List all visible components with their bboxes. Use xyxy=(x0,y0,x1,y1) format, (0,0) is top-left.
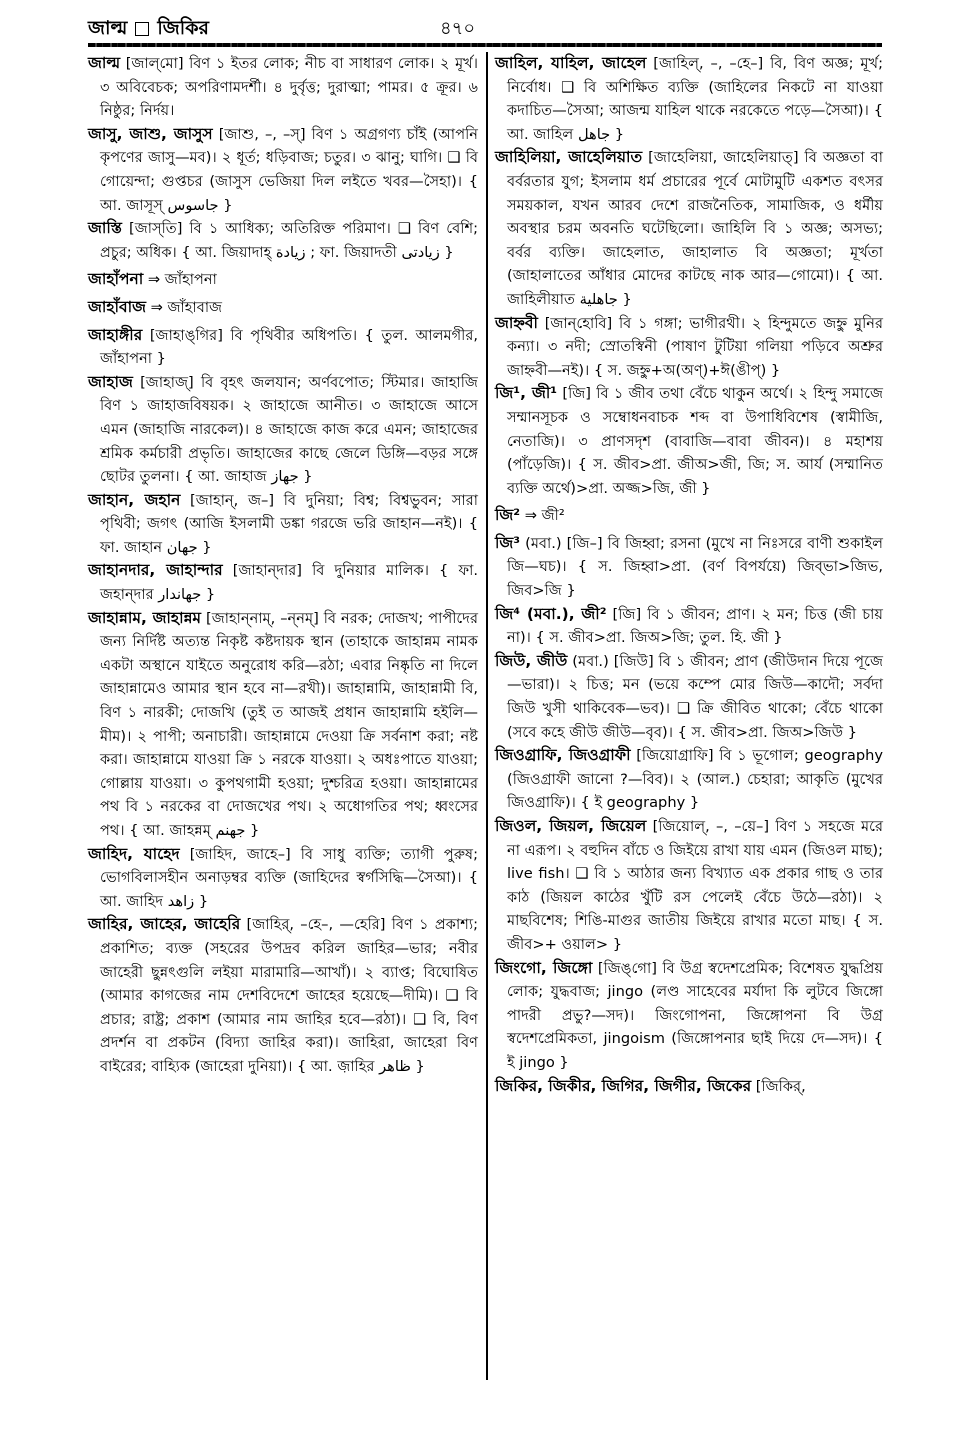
definition: [জাহান্‌দার] বি দুনিয়ার মালিক। { ফা. জহান্‌দার جهاندار } xyxy=(100,562,478,604)
definition: [জি] বি ১ জীবন; প্রাণ। ২ মন; চিত্ত (জী চায় না)। { স. জীব>প্রা. জিঅ>জি; তুল. হি. জী } xyxy=(507,605,883,647)
last-guide-word: জিকির xyxy=(157,17,209,39)
headword: জাহাজ xyxy=(88,372,133,391)
dictionary-entry xyxy=(88,559,478,606)
definition: [জাহির্, –হে–, —হেরি] বিণ ১ প্রকাশ্য; প্রকাশিত; ব্যক্ত (সহরের উপদ্রব করিল জাহির—ভার; নবীর জাহেরী ছুন্নৎগুলি লইয়া মারামারি—আখাঁ)। ২ ব্যাপ্ত; বিঘোষিত (আমার কাগজের নাম দেশবিদেশে জাহের হয়েছে—দীমি)। ❑ বি প্রচার; রাষ্ট্র; প্রকাশ (আমার নাম জাহির হবে—রঠা)। ❑ বি, বিণ প্রদর্শন বা প্রকটন (বিদ্যা জাহির করা)। জাহিরা, জাহেরা বিণ বাইরের; বাহ্যিক (জাহেরা দুনিয়া)। { আ. জ়াহির ظاهر } xyxy=(100,916,478,1075)
definition: ⇒ জী² xyxy=(520,507,565,525)
definition: [জাহিল্, –, –হে–] বি, বিণ অজ্ঞ; মূর্খ; নির্বোধ। ❑ বি অশিক্ষিত ব্যক্তি (জাহিলের নিকটে না যাওয়া কদাচিত—সৈআ; আজন্ম যাহিল থাকে নরকেতে পড়ে—সৈআ)। { আ. জাহিল جاهل } xyxy=(507,55,883,143)
definition: [জিঙ্‌গো] বি উগ্র স্বদেশপ্রেমিক; বিশেষত যুদ্ধপ্রিয় লোক; যুদ্ধবাজ; jingo (লণ্ড সাহেবের মর্যাদা কি লুটবে জিঙ্গো পাদরী প্রভু?—সদ)। জিংগোপনা, জিঙ্গোপনা বি উগ্র স্বদেশপ্রেমিকতা, jingoism (জিঙ্গোপনার ছাই দিয়ে দে—সদ)। { ই jingo } xyxy=(507,959,883,1071)
headword: জাহিলিয়া, জাহেলিয়াত xyxy=(495,148,643,167)
dictionary-entry xyxy=(495,146,883,311)
dictionary-entry xyxy=(88,607,478,843)
definition: [জাহাঙ্‌গির] বি পৃথিবীর অধিপতি। { তুল. আলমগীর, জাঁহাপনা } xyxy=(100,326,478,368)
dictionary-entry xyxy=(495,312,883,383)
definition: [জাহেলিয়া, জাহেলিয়াত্] বি অজ্ঞতা বা বর্বরতার যুগ; ইসলাম ধর্ম প্রচারের পূর্বে মোটামুটি একশত বৎসর সময়কাল, যখন আরব দেশে রাজনৈতিক, সামাজিক, ও ধর্মীয় অবস্থার চরম অবনতি ঘটেছিলো। জাহিলি বি ১ অজ্ঞ; অসভ্য; বর্বর ব্যক্তি। জাহেলাত, জাহালাত বি অজ্ঞতা; মূর্খতা (জাহালাতের আঁধার মোদের কাটছে নাক আর—গোমো)। { আ. জাহিলীয়াত جاهلية } xyxy=(507,149,883,308)
dictionary-entry xyxy=(88,371,478,489)
page-number: ৪৭০ xyxy=(440,18,476,39)
dictionary-entry xyxy=(88,913,478,1078)
dictionary-entry xyxy=(495,603,883,650)
right-column xyxy=(495,52,883,1098)
cross-reference-entry xyxy=(88,296,478,320)
headword: জাহিল, যাহিল, জাহেল xyxy=(495,54,647,72)
headword: জাসু, জাশু, জাসুস xyxy=(88,124,213,143)
definition: [জিয়োল্, –, –য়ে–] বিণ ১ সহজে মরে না এরূপ। ২ বহুদিন বাঁচে ও জিইয়ে রাখা যায় এমন (জিওল মাছ); live fish। ❑ বি ১ আঠার জন্য বিখ্যাত এক প্রকার গাছ ও তার কাঠ (জিয়ল কাঠের খুঁটি রস পেলেই বেঁচে উঠে—রঠা)। ২ মাছবিশেষ; শিঙি-মাগুর জাতীয় জিইয়ে রাখার মতো মাছ। { স. জীব>+ ওয়াল> } xyxy=(507,818,883,953)
definition: ⇒ জাঁহাবাজ xyxy=(146,298,223,316)
dictionary-entry xyxy=(495,815,883,957)
headword: জিওল, জিয়ল, জিয়েল xyxy=(495,817,647,835)
headword: জি³ xyxy=(495,533,521,552)
dictionary-entry xyxy=(88,123,478,217)
definition: [জি] বি ১ জীব তথা বেঁচে থাকুন অর্থে। ২ হিন্দু সমাজে সম্মানসূচক ও সম্বোধনবাচক শব্দ বা উপাধিবিশেষ (স্বামীজি, নেতাজি)। ৩ প্রাণসদৃশ (বাবাজি—বাবা জীবন)। ৪ মহাশয় (পাঁড়েজি)। { স. জীব>প্রা. জীঅ>জী, জি; স. আর্য (সম্মানিত ব্যক্তি অর্থে)>প্রা. অজ্জ>জি, জী } xyxy=(507,385,883,497)
dictionary-entry xyxy=(88,489,478,560)
headword: জাহিদ, যাহেদ xyxy=(88,844,180,863)
headword: জাস্তি xyxy=(88,219,122,238)
definition: [জিকির্, xyxy=(751,1077,806,1095)
headword: জাল্ম xyxy=(88,54,121,72)
running-head xyxy=(88,14,209,46)
page-header xyxy=(88,14,880,38)
headword: জাহাঁবাজ xyxy=(88,297,146,316)
first-guide-word: জাল্ম xyxy=(88,17,128,39)
headword: জাহানদার, জাহান্দার xyxy=(88,561,223,580)
dictionary-entry xyxy=(88,843,478,914)
header-rule xyxy=(88,43,882,47)
definition: [জিয়োগ্রাফি] বি ১ ভূগোল; geography (জিওগ্রাফী জানো ?—বিব)। ২ (আল.) চেহারা; আকৃতি (মুখের জিওগ্রাফি)। { ই geography } xyxy=(507,747,883,812)
definition: ⇒ জাঁহাপনা xyxy=(143,271,217,289)
cross-reference-entry xyxy=(495,504,883,528)
headword: জিকির, জিকীর, জিগির, জিগীর, জিকের xyxy=(495,1076,752,1095)
separator-box-icon xyxy=(135,22,149,36)
definition: [জাহান্, জ–] বি দুনিয়া; বিশ্ব; বিশ্বভুবন; সারা পৃথিবী; জগৎ (আজি ইসলামী ডঙ্কা গরজে ভরি জাহান—নই)। { ফা. জাহান جهان } xyxy=(100,491,479,556)
dictionary-entry xyxy=(495,52,883,146)
definition: (মবা.) [জি–] বি জিহ্বা; রসনা (মুখে না নিঃসরে বাণী শুকাইল জি—ঘচ)। { স. জিহ্বা>প্রা. (বর্ণ বিপর্যয়ে) জিব্‌ভা>জিভ, জিব>জি } xyxy=(507,534,883,600)
definition: [জান্‌হোবি] বি ১ গঙ্গা; ভাগীরথী। ২ হিন্দুমতে জহ্নু মুনির কন্যা। ৩ নদী; স্রোতস্বিনী (পাষাণ টুটিয়া গলিয়া পড়িবে অশ্রুর জাহ্নবী—নই)। { স. জহ্নু+অ(অণ্)+ঈ(ঙীপ্) } xyxy=(507,314,883,379)
dictionary-entry xyxy=(495,957,883,1075)
headword: জি⁴ (মবা.), জী² xyxy=(495,604,607,623)
column-divider xyxy=(486,52,488,1380)
cross-reference-entry xyxy=(88,268,478,292)
definition: [জাহিদ, জাহে–] বি সাধু ব্যক্তি; ত্যাগী পুরুষ; ভোগবিলাসহীন অনাড়ম্বর ব্যক্তি (জাহিদের স্বর্গসিদ্ধি—সৈআ)। { আ. জাহিদ زاهد } xyxy=(100,845,479,910)
dictionary-entry xyxy=(88,324,478,371)
dictionary-entry xyxy=(88,52,478,123)
headword: জাহান, জহান xyxy=(88,490,181,509)
definition: (মবা.) [জিউ] বি ১ জীবন; প্রাণ (জীউদান দিয়ে পূজে—ভারা)। ২ চিত্ত; মন (ভয়ে কম্পে মোর জিউ—কাদৌ; সর্বদা জিউ খুসী থাকিবেক—ভব)। ❑ ক্রি জীবিত থাকো; বেঁচে থাকো (সবে কহে জীউ জীউ—বৃব)। { স. জীব>প্রা. জিঅ>জিউ } xyxy=(507,652,883,741)
headword: জাহির, জাহের, জাহেরি xyxy=(88,915,241,934)
dictionary-entry xyxy=(495,1075,883,1099)
dictionary-entry xyxy=(495,650,883,744)
dictionary-entry xyxy=(495,382,883,500)
definition: [জাস্‌তি] বি ১ আধিক্য; অতিরিক্ত পরিমাণ। ❑ বিণ বেশি; প্রচুর; অধিক। { আ. জিয়াদাহ্ زيادة ; ফা. জিয়াদতী زيادتى } xyxy=(100,220,478,261)
left-column xyxy=(88,52,478,1079)
headword: জিউ, জীউ xyxy=(495,651,568,670)
dictionary-entry xyxy=(88,217,478,264)
dictionary-entry xyxy=(495,532,883,603)
definition: [জাহাজ্] বি বৃহৎ জলযান; অর্ণবপোত; স্টিমার। জাহাজি বিণ ১ জাহাজবিষয়ক। ২ জাহাজে আনীত। ৩ জাহাজে আসে এমন (জাহাজি নারকেল)। ৪ জাহাজে কাজ করে এমন; জাহাজের শ্রমিক কর্মচারী প্রভৃতি। জাহাজের কাছে জেলে ডিঙ্গি—বড়র সঙ্গে ছোটর তুলনা। { আ. জাহাজ جهاز } xyxy=(100,373,478,486)
headword: জিওগ্রাফি, জিওগ্রাফী xyxy=(495,746,631,765)
headword: জাহাঁপনা xyxy=(88,270,144,289)
headword: জাহান্নাম, জাহান্নম xyxy=(88,608,202,627)
headword: জাহ্নবী xyxy=(495,313,538,332)
dictionary-entry xyxy=(495,744,883,815)
headword: জাহাঙ্গীর xyxy=(88,325,143,344)
headword: জি¹, জী¹ xyxy=(495,384,558,403)
headword: জি² xyxy=(495,506,521,525)
definition: [জাহান্‌নাম্, –ন্‌নম্] বি নরক; দোজখ; পাপীদের জন্য নির্দিষ্ট অত্যন্ত নিকৃষ্ট কষ্টদায়ক স্থান (তাহাকে জাহান্নম নামক একটা অস্থানে যাইতে অনুরোধ করি—রঠা; এবার নিষ্কৃতি না দিলে জাহান্নামেও আমার স্থান হবে না—রখী)। জাহান্নামি, জাহান্নামী বি, বিণ ১ নারকী; দোজখি (তুই ত আজই প্রধান জাহান্নামি হইলি—মীম)। ২ পাপী; অনাচারী। জাহান্নামে দেওয়া ক্রি সর্বনাশ করা; নষ্ট করা। জাহান্নামে যাওয়া ক্রি ১ নরকে যাওয়া। ২ অধঃপাতে যাওয়া; গোল্লায় যাওয়া। ৩ কুপথগামী হওয়া; দুশ্চরিত্র হওয়া। জাহান্নামের পথ বি ১ নরকের বা দোজখের পথ। ২ অধোগতির পথ; ধ্বংসের পথ। { আ. জাহন্নম্ جهنم } xyxy=(100,609,478,839)
definition: [জাশু, –, –স্] বিণ ১ অগ্রগণ্য চাঁই (আপনি কৃপণের জাসু—মব)। ২ ধূর্ত; ধড়িবাজ; চতুর। ৩ ঝানু; ঘাগি। ❑ বি গোয়েন্দা; গুপ্তচর (জাসুস ভেজিয়া দিল লইতে খবর—সৈহা)। { আ. জাসূস্ جاسوس } xyxy=(100,125,479,214)
definition: [জাল্‌মো] বিণ ১ ইতর লোক; নীচ বা সাধারণ লোক। ২ মূর্খ। ৩ অবিবেচক; অপরিণামদর্শী। ৪ দুর্বৃত্ত; দুরাত্মা; পামর। ৫ ক্রূর। ৬ নিষ্ঠুর; নির্দয়। xyxy=(100,55,478,120)
headword: জিংগো, জিঙ্গো xyxy=(495,958,593,977)
